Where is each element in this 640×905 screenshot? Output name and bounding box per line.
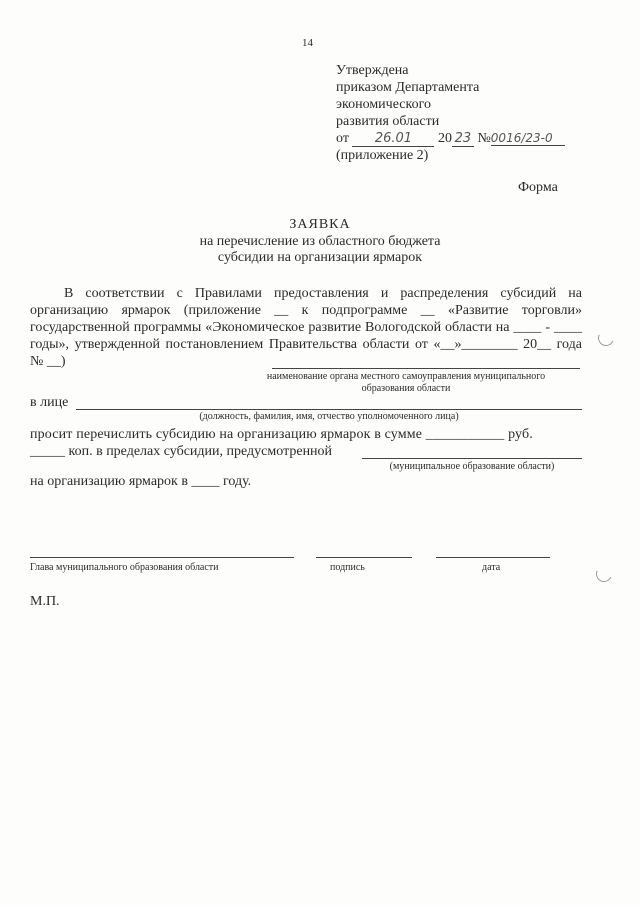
stamp-place: М.П. [30,594,60,609]
caption-mo: (муниципальное образование области) [389,461,555,472]
mo-underline [362,458,582,459]
in-person-label: в лице [30,395,69,410]
date-line [436,557,550,558]
caption-organ-2: образования области [361,383,451,394]
approval-appendix: (приложение 2) [336,148,429,163]
doc-title: ЗАЯВКА [289,217,351,232]
date-prefix: от [336,131,349,146]
date-caption: дата [482,562,501,573]
approval-line-3: экономического [336,97,431,112]
handwritten-date: 26.01 [352,132,434,147]
doc-subtitle-1: на перечисление из областного бюджета [199,234,441,249]
caption-person: (должность, фамилия, имя, отчество уполномоченного лица) [199,411,459,422]
approval-block [336,62,565,164]
kop-line: _____ коп. в пределах субсидии, предусмотренной [30,444,333,459]
approval-line-4: развития области [336,114,440,129]
punch-mark-decoration [594,564,615,585]
head-signature-line [30,557,294,558]
year-line: на организацию ярмарок в ____ году. [30,474,252,489]
approval-line-2: приказом Департамента [336,80,480,95]
doc-subtitle-2: субсидии на организации ярмарок [217,250,423,265]
year-prefix: 20 [437,131,452,146]
request-line: просит перечислить субсидию на организацию ярмарок в сумме ___________ руб. [30,427,533,442]
handwritten-year: 23 [452,132,474,147]
number-sign: № [477,131,491,146]
punch-mark-decoration [596,328,617,349]
page-number: 14 [302,37,313,49]
approval-line-1: Утверждена [336,63,409,78]
handwritten-order-number: 0016/23-0 [491,131,565,146]
organ-name-underline [272,368,580,369]
signature-caption: подпись [330,562,365,573]
person-underline [76,409,582,410]
body-paragraph: В соответствии с Правилами предоставления и распределения субсидий на организацию ярмарок (приложение __ к подпрограмме __ «Развитие торговли» государственной программы «Экономическое развитие Вологодской области на ____ - ____ годы», утвержденной постановлением Правительства области от «__»________ 20__ года № __) [30,286,582,369]
form-label: Форма [518,180,558,195]
signature-line [316,557,412,558]
caption-organ-1: наименование органа местного самоуправления муниципального [266,371,546,382]
approval-date-line [336,130,565,147]
head-caption: Глава муниципального образования области [30,562,219,573]
